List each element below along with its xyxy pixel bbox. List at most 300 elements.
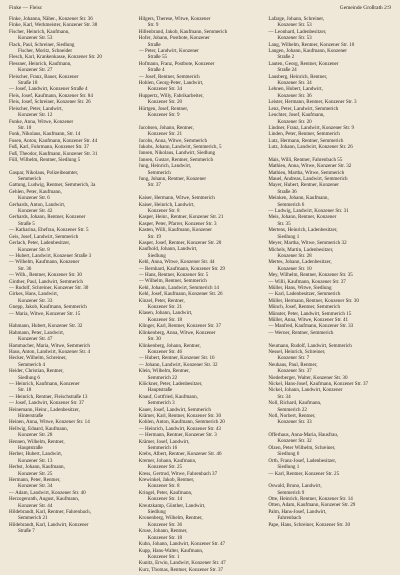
directory-entry	[268, 522, 391, 528]
entry-line: Fuß, Theodor, Kaufmann, Konzener Str. 31	[9, 150, 98, 157]
entry-line: Geis, Josef, Landwirt, Semmerich	[9, 233, 79, 240]
entry-line: Jung, Heinrich, Landwirt,	[138, 163, 192, 170]
entry-line: Meinken, Johann, Kaufmann,	[268, 195, 329, 202]
entry-line: Mathieu, Martha, Witwe, Semmerich	[268, 169, 345, 176]
entry-line: Funke, Anna, Witwe, Konzener	[9, 118, 74, 125]
entry-line: Klinkenberg, Anna, Witwe, Konzener	[138, 329, 216, 336]
page-header	[9, 5, 391, 12]
entry-continuation: Fischer, Moritz, Schneider	[18, 48, 73, 55]
entry-line: — Heinrich, Landwirt, Konzener Str. 43	[138, 425, 221, 432]
entry-continuation: Konzener Str. 12	[18, 112, 53, 119]
directory-entry	[268, 227, 391, 240]
directory-entry	[268, 349, 391, 362]
directory-entry	[139, 394, 262, 407]
directory-entry	[9, 330, 132, 343]
entry-line: Noll, Richard, Kaufmann,	[268, 400, 322, 407]
entry-line: Müller, Hermann, Rentner, Konzener Str. 30	[268, 297, 359, 304]
entry-line: Kaufhold, Johann, Landwirt,	[138, 246, 198, 253]
entry-continuation: Konzener Str. 34	[147, 86, 183, 93]
entry-line: Hillenbrand, Jakob, Kaufmann, Semmerich	[138, 28, 228, 35]
directory-entry	[9, 202, 132, 215]
entry-continuation: Straße 24	[277, 67, 297, 74]
entry-continuation: Siedlung 6	[277, 451, 300, 458]
directory-entry	[9, 407, 132, 420]
entry-line: — Ludwig, Landwirt, Konzener Str. 31	[268, 208, 349, 215]
entry-continuation: Straße 7	[18, 528, 35, 535]
entry-continuation: Hauptstraße	[147, 387, 173, 394]
entry-line: Klein, Wilhelm, Rentner,	[138, 368, 190, 375]
entry-line: Fleis, Josef, Schreiner, Konzener Str. 26	[9, 99, 91, 106]
entry-continuation: Straße 55	[147, 54, 168, 61]
entry-continuation: Konzener Str. 46	[147, 348, 183, 355]
entry-line: Gerlach, Peter, Ladenbesitzer,	[9, 240, 71, 247]
directory-entry	[139, 227, 262, 240]
entry-line: Fleischer, Peter, Landwirt,	[9, 105, 63, 112]
entry-continuation: Siedlung	[147, 252, 166, 259]
entry-line: Gerhards, Anton, Landwirt,	[9, 201, 66, 208]
directory-entry	[268, 458, 391, 471]
directory-entry	[9, 157, 132, 163]
entry-line: — Karl, Rentner, Konzener Str. 25	[268, 470, 340, 477]
header-right: Gemeinde Großrath 2:9	[339, 5, 391, 11]
entry-continuation: Konzener Str. 8	[147, 483, 180, 490]
entry-line: Jansen, Nikolaus, Landwirt, Siedlung	[138, 150, 216, 157]
entry-line: Offerhaus, Anna-Maria, Hausfrau,	[268, 432, 339, 439]
entry-line: Langen, Johann, Kaufmann, Konzener	[268, 48, 347, 55]
entry-continuation: Konzener Str. 20	[147, 99, 183, 106]
directory-entry	[139, 381, 262, 394]
entry-continuation: Straße 18	[18, 80, 38, 87]
entry-continuation: Konzener Str. 33	[18, 297, 53, 304]
entry-line: Lafarge, Johann, Schreiner,	[268, 16, 325, 22]
directory-entry	[139, 567, 262, 573]
directory-entry	[139, 176, 262, 189]
directory-entry	[139, 106, 262, 119]
entry-line: Herbst, Johann, Kaufmann,	[9, 464, 65, 471]
directory-entry	[9, 311, 132, 317]
directory-entry	[268, 330, 391, 336]
entry-line: — Adam, Landwirt, Konzener Str. 40	[9, 489, 86, 496]
directory-entry	[139, 458, 262, 471]
directory-entry	[268, 86, 391, 99]
entry-line: Kurz, Thomas, Rentner, Konzener Str. 37	[138, 566, 224, 573]
entry-line: Mathieu, Anna, Witwe, Konzener Str. 32	[268, 163, 352, 170]
entry-continuation: Straße 5	[18, 220, 35, 227]
entry-continuation: Konzener Str. 20	[277, 118, 312, 125]
entry-continuation: Semmerich	[147, 169, 171, 176]
entry-line: Klinkenberg, Johann, Rentner,	[138, 342, 201, 349]
entry-line: Meis, Johann, Rentner, Konzener	[268, 214, 337, 221]
directory-entry	[9, 106, 132, 119]
entry-continuation: Str. 35	[277, 220, 291, 227]
entry-line: Kaiser, Heinrich, Landwirt,	[138, 201, 195, 208]
directory-entry	[268, 483, 391, 496]
entry-line: Münster, Peter, Landwirt, Semmerich 15	[268, 310, 352, 317]
entry-continuation: Str. 30	[147, 336, 161, 343]
entry-line: Lutz, Hermann, Rentner, Semmerich	[268, 137, 344, 144]
entry-line: Michels, Martin, Ladenbesitzer,	[268, 246, 334, 253]
directory-entry	[268, 445, 391, 458]
entry-line: Flack, Paul, Schreiner, Siedlung	[9, 41, 75, 48]
entry-continuation: Konzener Str. 53	[18, 35, 53, 42]
entry-line: — Josef, Rentner, Semmerich	[138, 73, 200, 80]
entry-continuation: Semmerich 3	[147, 400, 175, 407]
entry-line: — Leonhard, Ladenbesitzer,	[268, 28, 327, 35]
directory-entry	[139, 125, 262, 138]
entry-line: — Willi, Kaufmann, Konzener Str. 37	[268, 278, 346, 285]
directory-entry	[268, 509, 391, 522]
entry-continuation: Konzener Str. 33	[277, 419, 312, 426]
entry-line: Hecker, Wilhelm, Schreiner,	[9, 355, 67, 362]
entry-line: Hildebrandt, Karl, Rentner, Fahrenbach,	[9, 509, 91, 516]
entry-line: Gerhards, Johann, Rentner, Konzener	[9, 214, 86, 221]
directory-entry	[268, 471, 391, 477]
directory-entry	[139, 246, 262, 259]
entry-continuation: Konzener Str. 25	[18, 470, 53, 477]
directory-entry	[139, 548, 262, 561]
entry-continuation: Konzener Str. 1	[147, 553, 180, 560]
entry-line: Krebs, Albert, Rentner, Konzener Str. 46	[138, 451, 222, 458]
directory-entry	[139, 477, 262, 490]
directory-entry	[9, 189, 132, 202]
entry-line: Fusen, Anton, Kaufmann, Konzener Str. 44	[9, 137, 98, 144]
entry-continuation: Konzener Str. 21	[147, 131, 183, 138]
entry-line: Kasper, Josef, Rentner, Konzener Str. 20	[138, 240, 222, 246]
entry-line: Linden, Peter, Rentner, Semmerich	[268, 131, 340, 138]
directory-entry	[268, 48, 391, 61]
entry-continuation: Konzener Str. 32	[277, 438, 312, 445]
entry-line: Lauten, Georg, Rentner, Konzener	[268, 60, 339, 67]
entry-line: Jung, Johann, Rentner, Konzener	[138, 176, 207, 183]
directory-entry	[9, 368, 132, 381]
directory-entry	[268, 182, 391, 195]
entry-line: Müller, Hans, Witwe, Siedlung	[268, 284, 332, 291]
entry-continuation: Konzener Str. 53	[277, 22, 312, 29]
entry-line: Müller, Anna, Witwe, Konzener Str. 41	[268, 316, 349, 323]
entry-line: — Josef, Landwirt, Konzener Straße 4	[9, 86, 88, 93]
directory-entry	[139, 93, 262, 106]
entry-line: Kremer, Johann, Kaufmann,	[138, 457, 197, 464]
entry-continuation: Konzener Str. 21	[147, 304, 183, 311]
entry-continuation: Straße 36	[277, 188, 297, 195]
entry-line: Mertes, Johann, Ladenbesitzer,	[268, 259, 332, 266]
entry-line: — Johann, Landwirt, Konzener Str. 32	[138, 361, 218, 368]
directory-entry	[139, 528, 262, 541]
directory-entry	[268, 247, 391, 260]
directory-entry	[9, 291, 132, 304]
entry-line: — Werner, Rentner, Semmerich	[268, 329, 334, 336]
entry-line: Jacobs, Anna, Witwe, Semmerich	[138, 137, 208, 144]
entry-line: — Hans, Rentner, Konzener Str. 5	[138, 272, 209, 279]
entry-continuation: Konzener Str. 36	[277, 92, 312, 99]
entry-line: Otten, Adam, Kaufmann, Konzener Str. 29	[268, 502, 356, 509]
entry-line: Klöckner, Peter, Ladenbesitzer,	[138, 380, 203, 387]
directory-entry	[268, 29, 391, 42]
entry-continuation: Konzener Str. 47	[18, 336, 53, 343]
entry-line: Jacobsen, Johann, Rentner,	[138, 124, 194, 131]
entry-continuation: Siedlung 1	[277, 233, 300, 240]
entry-line: Kringel, Peter, Kaufmann,	[138, 489, 193, 496]
entry-line: Noll, Norbert, Rentner,	[268, 412, 316, 419]
entry-continuation: Str. 19	[147, 233, 161, 240]
entry-continuation: Konzener Str. 14	[147, 496, 183, 503]
entry-line: Kuhn, Johann, Landwirt, Konzener Str. 47	[138, 541, 226, 548]
entry-line: Meyer, Martha, Witwe, Semmerich 32	[268, 240, 347, 247]
entry-line: Kinzel, Peter, Rentner,	[138, 297, 185, 304]
entry-continuation: Semmerich	[18, 176, 42, 183]
entry-line: Kehl, Anna, Witwe, Konzener Str. 44	[138, 259, 215, 266]
entry-line: — Hubert, Rentner, Konzener Str. 16	[138, 355, 215, 362]
entry-line: Mey, Wilhelm, Rentner, Konzener Str. 35	[268, 272, 353, 279]
entry-continuation: Konzener Str. 8	[147, 207, 180, 214]
directory-columns	[9, 16, 391, 573]
directory-entry	[9, 355, 132, 368]
entry-continuation: Hauptstraße	[18, 445, 43, 451]
entry-continuation: Konzener Str. 44	[18, 502, 53, 509]
directory-entry	[268, 400, 391, 413]
entry-continuation: Semmerich 22	[277, 406, 307, 413]
entry-line: Münch, Josef, Rentner, Semmerich	[268, 304, 340, 311]
entry-line: Jakobs, Johann, Landwirt, Semmerich, 5	[138, 144, 222, 151]
entry-line: Huppertz, Willy, Fabrikarbeiter,	[138, 92, 204, 99]
entry-line: Kauer, Josef, Landwirt, Semmerich	[138, 406, 211, 413]
entry-continuation: Semmerich 6	[277, 201, 305, 208]
entry-line: Kaiser, Hermann, Witwe, Semmerich	[138, 195, 215, 202]
entry-line: Kronenberg, Wilhelm, Rentner,	[138, 515, 203, 522]
entry-line: Hennen, Wilhelm, Rentner,	[9, 438, 65, 445]
entry-line: Leuchter, Josef, Kaufmann,	[268, 112, 325, 119]
directory-column	[9, 16, 132, 573]
entry-continuation: Konzener Str. 18	[147, 534, 183, 541]
entry-line: Hilgers, Therese, Witwe, Konzener	[138, 16, 211, 22]
entry-line: Pape, Hans, Schreiner, Konzener Str. 30	[268, 521, 351, 528]
entry-line: — Hermann, Rentner, Konzener Str. 3	[138, 432, 217, 439]
directory-entry	[268, 195, 391, 208]
entry-line: — Heinrich, Rentner, Fleischstraße 13	[9, 393, 88, 400]
directory-entry	[139, 503, 262, 516]
entry-continuation: Konzener Str. 37	[277, 368, 312, 375]
entry-line: — Manfred, Kaufmann, Konzener Str. 33	[268, 323, 354, 330]
entry-continuation: Konzener Str. 53	[277, 35, 312, 42]
entry-line: Hofer, Johann, Postbote, Konzener	[138, 35, 210, 42]
directory-entry	[9, 522, 132, 535]
entry-line: Oswald, Bruno, Landwirt,	[268, 483, 322, 490]
directory-entry	[9, 439, 132, 452]
entry-line: Lang, Wilhelm, Rentner, Konzener Str. 10	[268, 41, 355, 48]
entry-continuation: Semmerich 21	[18, 515, 48, 522]
directory-entry	[9, 61, 132, 74]
entry-continuation: Konzener Str. 34	[277, 80, 312, 87]
entry-continuation: Str. 18	[18, 387, 32, 394]
entry-line: Klinger, Karl, Rentner, Konzener Str. 37	[138, 323, 221, 330]
entry-line: Knauf, Gottfried, Kaufmann,	[138, 393, 198, 400]
entry-line: Nessel, Heinrich, Schreiner,	[268, 348, 326, 355]
entry-line: Finke, Karl, Werkmeister, Konzener Str. 38	[9, 22, 98, 29]
entry-line: Krämer, Karl, Rentner, Konzener Str. 30	[138, 412, 221, 419]
entry-line: Kress, Gertrud, Witwe, Fahrenbach 37	[138, 470, 218, 477]
entry-continuation: Hinterstraße	[18, 412, 44, 419]
directory-column	[139, 16, 262, 573]
entry-line: Fuß, Karl, Fuhrmann, Konzener Str. 37	[9, 144, 89, 151]
entry-line: Gnepp, Jakob, Kaufmann, Semmerich	[9, 304, 87, 311]
entry-line: Hürtgen, Josef, Rentner,	[138, 105, 189, 112]
entry-line: Otte, Heinrich, Rentner, Konzener Str. 14	[268, 496, 353, 503]
entry-line: Flessner, Heinrich, Kaufmann,	[9, 60, 72, 67]
entry-line: Hermann, Peter, Rentner,	[9, 477, 61, 484]
directory-entry	[268, 144, 391, 150]
directory-entry	[9, 214, 132, 227]
entry-continuation: Konzener Str. 28	[277, 252, 312, 259]
directory-entry	[9, 426, 132, 439]
entry-line: Kreutzkamp, Günther, Landwirt,	[138, 502, 206, 509]
entry-line: Palm, Hans-Josef, Landwirt,	[268, 508, 327, 515]
entry-line: — Josef, Landwirt, Konzener Str. 37	[9, 400, 84, 407]
entry-line: Hildebrandt, Karl, Landwirt, Konzener	[9, 521, 89, 528]
entry-line: Heider, Christian, Rentner,	[9, 368, 64, 375]
entry-continuation: Konzener Str. 36	[147, 521, 183, 528]
entry-line: Krämer, Josef, Landwirt,	[138, 438, 190, 445]
entry-line: Kasper, Heinr., Rentner, Konzener Str. 21	[138, 214, 224, 221]
entry-continuation: Str. 37	[147, 182, 161, 189]
entry-line: Kehl, Josef, Kaufmann, Konzener Str. 26	[138, 291, 223, 298]
entry-line: Olzen, Peter Wilhelm, Schreiner,	[268, 444, 336, 451]
entry-line: Neuhaus, Paul, Rentner,	[268, 361, 318, 368]
entry-continuation: Konzener Str. 6	[18, 195, 50, 202]
entry-continuation: Konzener Str. 7	[277, 355, 310, 362]
directory-entry	[9, 451, 132, 464]
entry-continuation: Semmerich 16	[147, 445, 178, 451]
entry-line: Nickel, Johann, Landwirt, Konzener	[268, 387, 343, 394]
directory-entry	[268, 74, 391, 87]
entry-line: Hahmann, Hubert, Konzener Str. 32	[9, 323, 83, 330]
directory-entry	[268, 413, 391, 426]
entry-line: — Bernhard, Kaufmann, Konzener Str. 29	[138, 265, 225, 272]
directory-entry	[268, 61, 391, 74]
entry-line: Heinen, Anna, Witwe, Konzener Str. 14	[9, 419, 90, 426]
entry-line: — Karl, Ladenbesitzer, Semmerich	[268, 291, 341, 298]
entry-continuation: Semmerich 9	[277, 489, 305, 496]
entry-continuation: Konzener Str. 25	[147, 464, 183, 471]
entry-line: — Heinrich, Kaufmann, Konzener	[9, 380, 80, 387]
entry-line: Füll, Wilhelm, Rentner, Siedlung 5	[9, 156, 81, 163]
entry-line: Herber, Hubert, Landwirt,	[9, 451, 63, 458]
entry-line: Klasen, Johann, Landwirt,	[138, 310, 193, 317]
entry-continuation: Siedlung 1	[277, 464, 300, 471]
directory-entry	[139, 515, 262, 528]
entry-continuation: Semmerich 22	[147, 374, 178, 381]
directory-entry	[268, 16, 391, 29]
directory-entry	[9, 509, 132, 522]
entry-line: Girkes, Hans, Landwirt,	[9, 291, 59, 298]
directory-entry	[139, 310, 262, 323]
directory-entry	[139, 298, 262, 311]
directory-entry	[9, 170, 132, 183]
entry-line: Gaspar, Nikolaus, Polizeibeamter,	[9, 169, 79, 176]
entry-line: Kunitz, Erwin, Landwirt, Konzener Str. 47	[138, 560, 226, 567]
entry-line: Lehnen, Hubert, Landwirt,	[268, 86, 323, 93]
directory-entry	[139, 202, 262, 215]
entry-line: Jansen, Gustav, Rentner, Semmerich	[138, 156, 214, 163]
entry-line: Gattung, Ludwig, Rentner, Semmerich, 3a	[9, 182, 96, 189]
entry-line: Kohlen, Anton, Kaufmann, Semmerich 20	[138, 419, 225, 426]
entry-continuation: Siedlung	[147, 509, 166, 516]
entry-line: Leister, Hermann, Rentner, Konzener Str. 3	[268, 99, 357, 106]
entry-line: Mayer, Hubert, Rentner, Konzener	[268, 182, 339, 189]
entry-line: Mais, Willi, Rentner, Fahrenbach 55	[268, 156, 343, 163]
entry-line: Flesch, Karl, Krankenkasse, Konzener Str. 20	[9, 54, 102, 61]
entry-continuation: Konzener Str. 10	[277, 265, 312, 272]
entry-line: Fleis, Josef, Kaufmann, Konzener Str. 84	[9, 92, 93, 99]
entry-line: Lausberg, Heinrich, Rentner,	[268, 73, 328, 80]
directory-entry	[268, 432, 391, 445]
directory-entry	[139, 490, 262, 503]
entry-line: Neumann, Rudolf, Landwirt, Semmerich	[268, 342, 352, 349]
entry-line: Gehlen, Peter, Kaufmann,	[9, 188, 62, 195]
directory-entry	[9, 42, 132, 55]
directory-entry	[139, 61, 262, 74]
entry-line: — Wilh., Rentner, Konzener Str. 30	[9, 272, 82, 279]
entry-line: Haus, Anton, Landwirt, Konzener Str. 4	[9, 348, 91, 355]
entry-line: Kasper, Peter, Pfarrer, Konzener Str. 3	[138, 220, 217, 227]
entry-continuation: Str. 10	[18, 124, 32, 131]
directory-entry	[9, 29, 132, 42]
entry-line: Heinemann, Heinr., Ladenbesitzer,	[9, 406, 80, 413]
entry-line: Kruse, Johann, Rentner,	[138, 528, 188, 535]
directory-entry	[139, 80, 262, 93]
entry-line: Kasten, Willi, Kaufmann, Konzener	[138, 227, 212, 234]
entry-line: Lindner, Franz, Landwirt, Konzener Str. 9	[268, 124, 354, 131]
directory-entry	[139, 163, 262, 176]
entry-line: Ginther, Paul, Landwirt, Semmerich	[9, 278, 83, 285]
entry-continuation: Konzener Str. 18	[147, 316, 183, 323]
entry-line: — Wilhelm, Rentner, Semmerich	[138, 278, 207, 285]
directory-entry	[9, 74, 132, 87]
entry-continuation: Konzener Str. 42	[18, 208, 53, 215]
entry-line: Fleischer, Franz, Bauer, Konzener	[9, 73, 79, 80]
directory-entry	[139, 368, 262, 381]
entry-continuation: Straße 2	[277, 54, 295, 61]
directory-entry	[9, 240, 132, 253]
entry-continuation: Konzener Str. 8	[18, 246, 50, 253]
directory-entry	[9, 119, 132, 132]
entry-continuation: Konzener Str. 13	[18, 457, 53, 464]
directory-column	[268, 16, 391, 573]
directory-entry	[139, 48, 262, 61]
directory-entry	[139, 16, 262, 29]
entry-continuation: Str. 9	[147, 22, 159, 29]
entry-line: Nickel, Hans-Josef, Kaufmann, Konzener Str. 37	[268, 380, 369, 387]
directory-entry	[268, 387, 391, 400]
entry-continuation: Konzener Str. 27	[18, 67, 53, 74]
directory-entry	[139, 439, 262, 452]
entry-line: Herzogenrath, August, Kaufmann,	[9, 496, 80, 503]
directory-entry	[9, 259, 132, 272]
entry-line: — Wilhelm, Kaufmann, Konzener	[9, 259, 80, 266]
entry-continuation: Straße 4	[147, 67, 165, 74]
entry-line: Funk, Nikolaus, Kaufmann, Str. 14	[9, 131, 81, 138]
directory-entry	[139, 343, 262, 356]
entry-line: Hammacher, Maria, Witwe, Semmerich	[9, 342, 90, 349]
directory-entry	[139, 330, 262, 343]
entry-line: — Hubert, Landwirt, Konzener Straße 3	[9, 252, 92, 259]
directory-entry	[268, 112, 391, 125]
entry-line: Niederberger, Walter, Konzener Str. 30	[268, 374, 348, 381]
directory-entry	[9, 496, 132, 509]
directory-entry	[9, 381, 132, 394]
entry-line: Kehl, Johann, Landwirt, Semmerich 14	[138, 284, 219, 291]
header-left: Finke — Fleisc	[9, 5, 43, 11]
directory-entry	[9, 477, 132, 490]
